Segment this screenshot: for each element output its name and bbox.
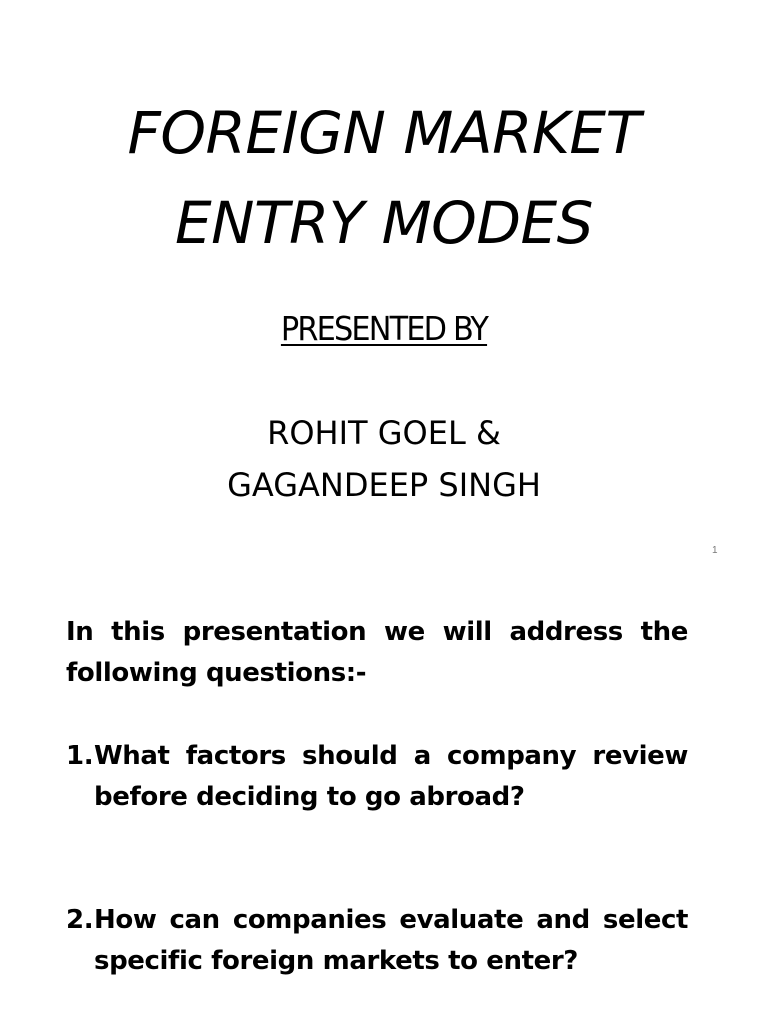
questions-slide xyxy=(0,600,768,1024)
intro-text: In this presentation we will address the following questions:- xyxy=(66,617,688,688)
question-number: 2. xyxy=(66,905,94,935)
presented-by-label: PRESENTED BY xyxy=(280,309,488,348)
question-item xyxy=(66,900,688,982)
questions-content xyxy=(66,612,688,982)
slide-page-number: 1 xyxy=(712,545,718,556)
question-text: How can companies evaluate and select specific foreign markets to enter? xyxy=(94,905,688,976)
question-text: What factors should a company review before deciding to go abroad? xyxy=(94,741,688,812)
presenter-names xyxy=(0,407,768,511)
presenter-line: ROHIT GOEL & xyxy=(267,414,501,452)
presentation-title xyxy=(0,88,768,268)
title-line: ENTRY MODES xyxy=(175,189,593,257)
presenter-line: GAGANDEEP SINGH xyxy=(227,466,541,504)
question-number: 1. xyxy=(66,741,94,771)
title-line: FOREIGN MARKET xyxy=(127,99,641,167)
question-item xyxy=(66,736,688,818)
